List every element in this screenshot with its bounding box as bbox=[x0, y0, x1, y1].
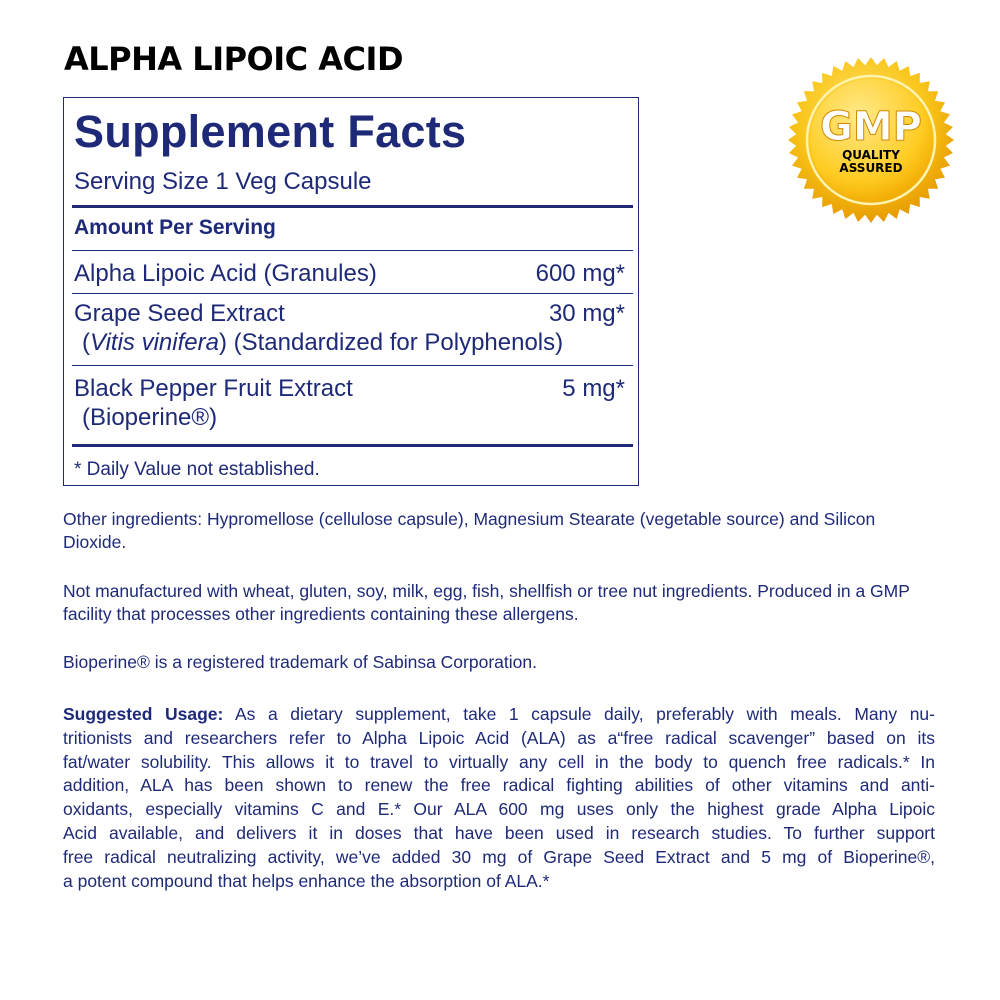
ingredient-name: Black Pepper Fruit Extract bbox=[74, 375, 353, 402]
usage-line: oxidants, especially vitamins C and E.* Our ALA 600 mg uses only the highest grade Alpha Lipoic bbox=[63, 799, 935, 820]
other-ingredients: Other ingredients: Hypromellose (cellulose capsule), Magnesium Stearate (vegetable source) and Silicon Dioxide. bbox=[63, 509, 876, 552]
serving-size: Serving Size 1 Veg Capsule bbox=[74, 168, 372, 195]
allergen-statement: Not manufactured with wheat, gluten, soy, milk, egg, fish, shellfish or tree nut ingredients. Produced in a GMP facility that processes other ingredients containing these allergens. bbox=[63, 581, 910, 624]
supplement-facts-panel bbox=[63, 97, 639, 486]
row-divider bbox=[72, 365, 633, 366]
ingredient-name: Grape Seed Extract bbox=[74, 300, 285, 327]
usage-line: addition, ALA has been shown to renew the free radical fighting abilities of other vitamins and anti- bbox=[63, 775, 935, 796]
suggested-usage bbox=[63, 703, 935, 893]
product-title: ALPHA LIPOIC ACID bbox=[64, 40, 403, 78]
seal-line2: ASSURED bbox=[839, 161, 903, 175]
row-divider bbox=[72, 250, 633, 251]
usage-line: fat/water solubility. This allows it to travel to virtually any cell in the body to quench free radicals.* In bbox=[63, 751, 935, 772]
usage-line: a potent compound that helps enhance the absorption of ALA.* bbox=[63, 870, 550, 891]
ingredient-amount: 5 mg* bbox=[562, 375, 625, 402]
gmp-quality-seal bbox=[786, 55, 956, 225]
botanical-name: Vitis vinifera bbox=[90, 329, 219, 356]
thick-divider bbox=[72, 205, 633, 208]
ingredient-amount: 30 mg* bbox=[548, 300, 625, 327]
row-divider bbox=[72, 293, 633, 294]
amount-per-serving-header: Amount Per Serving bbox=[74, 216, 276, 239]
ingredient-name: Alpha Lipoic Acid (Granules) bbox=[74, 260, 377, 287]
facts-heading: Supplement Facts bbox=[74, 106, 467, 157]
thick-divider bbox=[72, 444, 633, 447]
usage-line: Suggested Usage: As a dietary supplement, take 1 capsule daily, preferably with meals. Many nu- bbox=[63, 704, 935, 724]
usage-line: free radical neutralizing activity, we’ve added 30 mg of Grape Seed Extract and 5 mg of Bioperine®, bbox=[63, 846, 935, 867]
usage-line: tritionists and researchers refer to Alpha Lipoic Acid (ALA) as a“free radical scavenger” based on its bbox=[63, 727, 935, 748]
seal-main-text: GMP bbox=[820, 104, 922, 150]
trademark-notice: Bioperine® is a registered trademark of Sabinsa Corporation. bbox=[63, 652, 537, 672]
usage-line: Acid available, and delivers it in doses that have been used in research studies. To further support bbox=[63, 822, 935, 843]
usage-label: Suggested Usage: bbox=[63, 704, 224, 724]
ingredient-subtitle: (Bioperine®) bbox=[82, 404, 218, 431]
footnote: * Daily Value not established. bbox=[74, 459, 320, 480]
ingredient-amount: 600 mg* bbox=[535, 260, 625, 287]
seal-line1: QUALITY bbox=[842, 148, 900, 162]
ingredient-subtitle: (Vitis vinifera) (Standardized for Polyphenols) bbox=[82, 329, 564, 356]
